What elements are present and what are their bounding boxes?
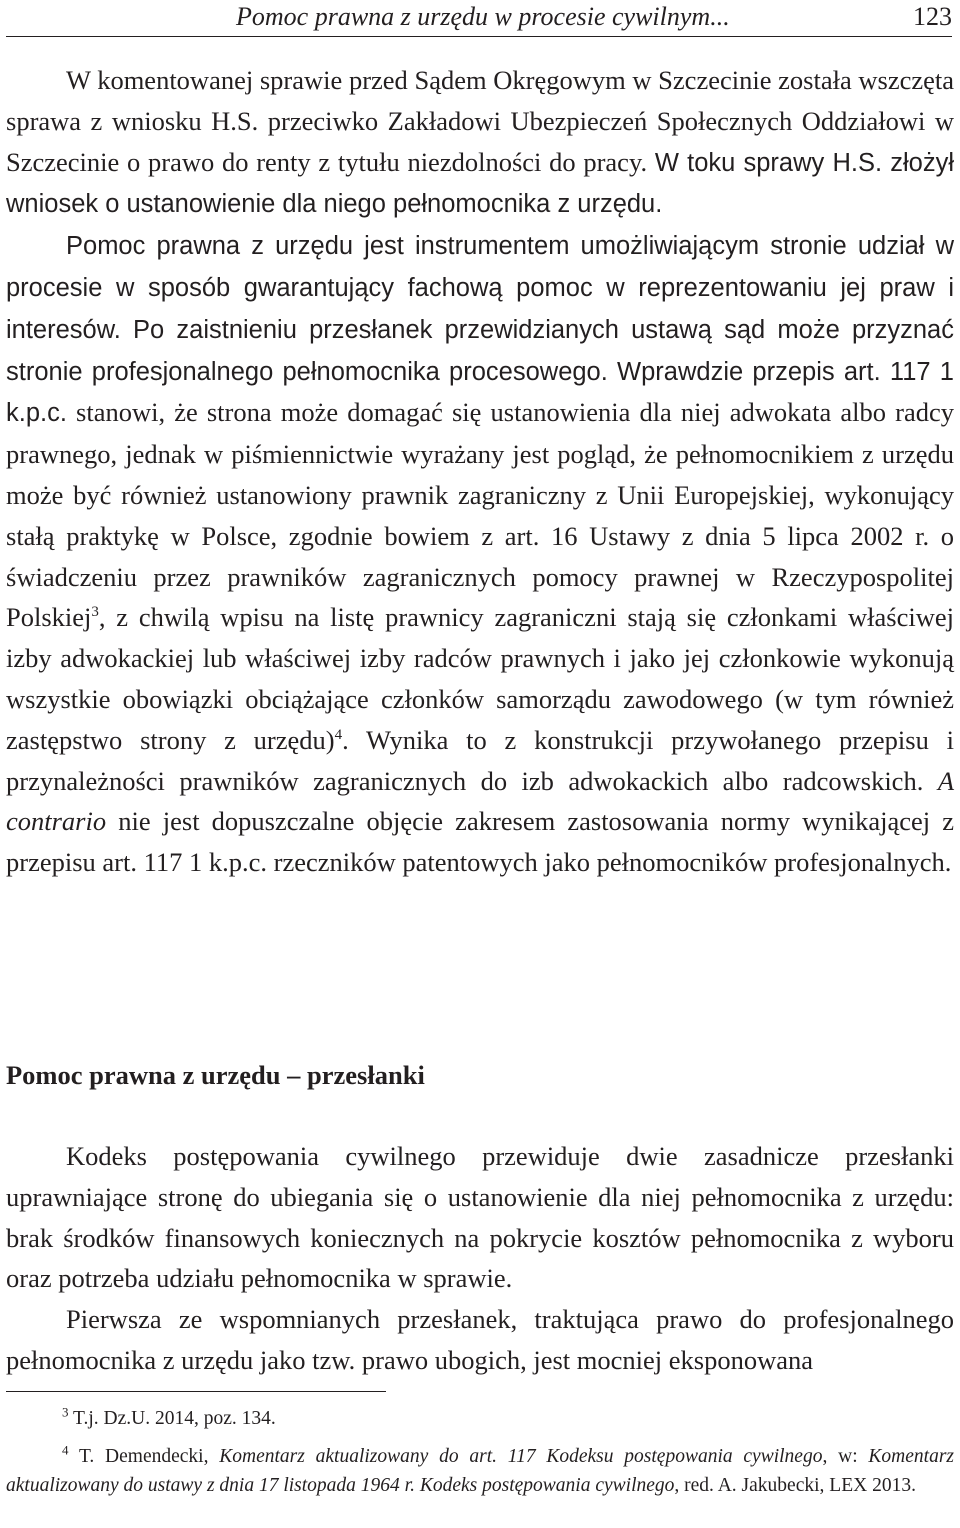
footnote-3-text: T.j. Dz.U. 2014, poz. 134. — [73, 1408, 276, 1429]
footnote-4-in: , w: — [822, 1446, 869, 1467]
footnote-4-author: T. Demendecki, — [78, 1446, 220, 1467]
footnote-separator — [6, 1391, 386, 1392]
legal-aid-intro-text: Pomoc prawna z urzędu jest instrumentem umożliwiającym stronie udział w procesie w sposób gwarantujący fachową pomoc w reprezentowaniu jej praw i interesów. Po zaistnieniu przesłanek przewidzianych ustawą sąd może przyznać stronie profesjonalnego pełnomocnika procesowego. Wprawdzie przepis art. 117 1 k.p.c. — [6, 232, 954, 428]
footnote-4 — [6, 1442, 954, 1500]
paragraph-case-description — [6, 60, 954, 225]
paragraph-prerequisites: Kodeks postępowania cywilnego przewiduje dwie zasadnicze przesłanki uprawniające stronę do ubiegania się o ustanowienie dla niej pełnomocnika z urzędu: brak środków finansowych koniecznych na pokrycie kosztów pełnomocnika z wyboru oraz potrzeba udziału pełnomocnika w sprawie. — [6, 1141, 954, 1294]
paragraph-legal-aid — [6, 225, 954, 883]
legal-aid-text-a: stanowi, że strona może domagać się ustanowienia dla niej adwokata albo radcy prawnego, jednak w piśmiennictwie wyrażany jest pogląd, że pełnomocnikiem z urzędu może być również ustanowiony prawnik zagraniczny z Unii Europejskiej, wykonujący stałą praktykę w Polsce, zgodnie bowiem z art. 16 Ustawy z dnia 5 lipca 2002 r. o świadczeniu przez prawników zagranicznych pomocy prawnej w Rzeczypospolitej Polskiej — [6, 397, 955, 633]
body-text-upper — [6, 60, 954, 883]
legal-aid-text-b: , z chwilą wpisu na listę prawnicy zagraniczni stają się członkami właściwej izby adwokackiej lub właściwej izby radców prawnych i jako jej członkowie wykonują wszystkie obowiązki obciążające członków samorządu zawodowego (w tym również zastępstwo strony z urzędu) — [6, 602, 954, 755]
footnote-3-mark: 3 — [62, 1404, 69, 1420]
case-motion-text: W toku sprawy H.S. złożył wniosek o ustanowienie dla niego pełnomocnika z urzędu. — [6, 148, 955, 219]
running-header — [6, 0, 952, 37]
page-number: 123 — [913, 2, 952, 31]
footnote-3 — [6, 1404, 954, 1433]
paragraph-first-prerequisite: Pierwsza ze wspomnianych przesłanek, traktująca prawo do profesjonalnego pełnomocnika z urzędu jako tzw. prawo ubogich, jest mocniej eksponowana — [6, 1304, 954, 1375]
footnote-4-book-title: Komentarz aktualizowany do ustawy z dnia 17 listopada 1964 r. Kodeks postępowania cywilnego — [6, 1446, 954, 1496]
legal-aid-text-c: . Wynika to z konstrukcji przywołanego przepisu i przynależności prawników zagranicznych do izb adwokackich albo radcowskich. — [6, 724, 954, 796]
legal-aid-text-d: nie jest dopuszczalne objęcie zakresem zastosowania normy wynikającej z przepisu art. 117 1 k.p.c. rzeczników patentowych jako pełnomocników profesjonalnych. — [6, 806, 954, 878]
body-text-lower — [6, 1136, 954, 1381]
section-heading: Pomoc prawna z urzędu – przesłanki — [6, 1060, 425, 1090]
footnotes — [6, 1404, 954, 1500]
footnote-4-editor: , red. A. Jakubecki, LEX 2013. — [674, 1475, 916, 1496]
running-title: Pomoc prawna z urzędu w procesie cywilnym... — [236, 2, 730, 31]
footnote-ref-4: 4 — [334, 726, 343, 743]
a-contrario-italic: A contrario — [6, 765, 954, 837]
footnote-ref-3: 3 — [91, 604, 99, 621]
footnote-4-mark: 4 — [62, 1442, 69, 1458]
footnote-4-commentary-title: Komentarz aktualizowany do art. 117 Kodeksu postępowania cywilnego — [219, 1446, 823, 1467]
case-description-text: W komentowanej sprawie przed Sądem Okręgowym w Szczecinie została wszczęta sprawa z wniosku H.S. przeciwko Zakładowi Ubezpieczeń Społecznych Oddziałowi w Szczecinie o prawo do renty z tytułu niezdolności do pracy. — [6, 65, 954, 177]
